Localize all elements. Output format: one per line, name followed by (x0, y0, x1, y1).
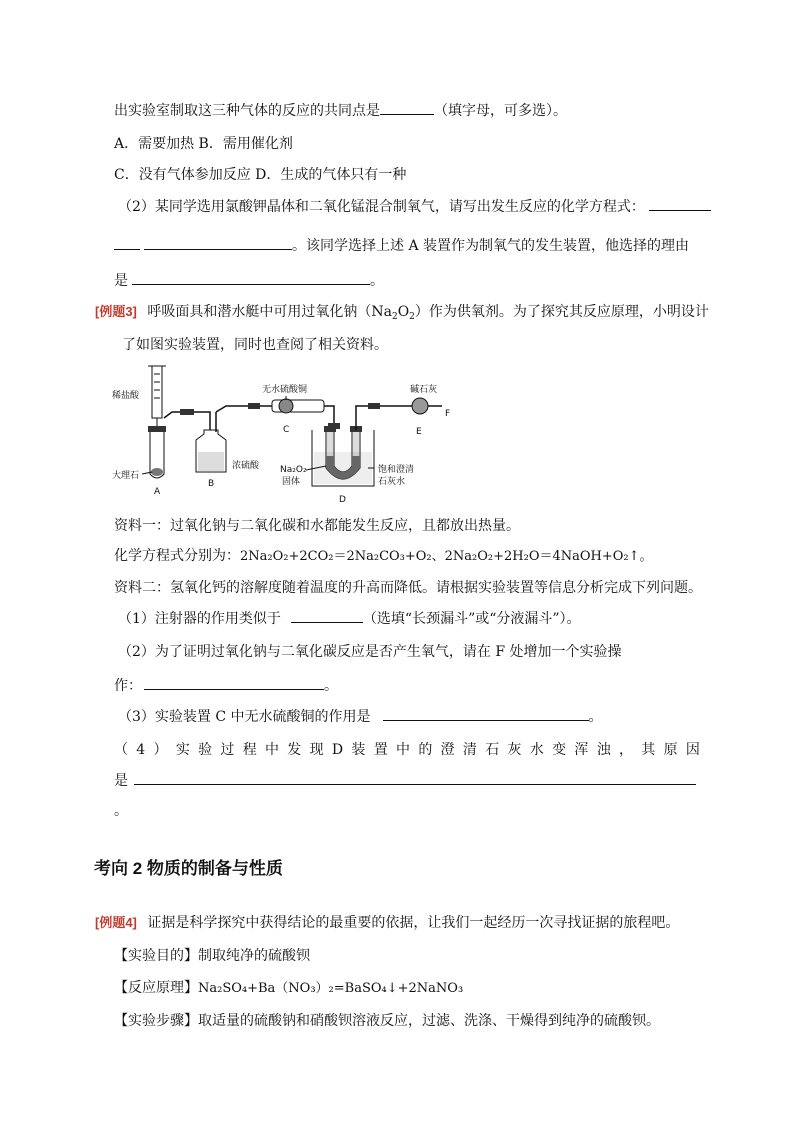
q4-char: 发 (287, 742, 302, 758)
q4-char: 石 (485, 742, 500, 758)
question-line (114, 101, 567, 121)
text: 证据是科学探究中获得结论的最重要的依据，让我们一起经历一次寻找证据的旅程吧。 (147, 915, 680, 931)
label-a: A (154, 487, 161, 497)
marble-chips (151, 468, 163, 476)
q4-char: 中 (265, 742, 279, 758)
text: （3）实验装置 C 中无水硫酸铜的作用是 (118, 709, 371, 725)
label-solid: 固体 (282, 477, 301, 487)
q4-char: 灰 (507, 742, 522, 758)
q4-char: 原 (663, 742, 678, 758)
label-soda-lime: 碱石灰 (410, 385, 438, 395)
text: 出实验室制取这三种气体的反应的共同点是 (114, 103, 380, 119)
experiment-purpose (114, 946, 310, 966)
answer-blank[interactable] (144, 236, 292, 250)
q4-char: 水 (529, 742, 544, 758)
q4-char: 验 (198, 742, 213, 758)
apparatus-diagram (112, 360, 462, 510)
q4-char: 程 (242, 742, 257, 758)
text: 是 (114, 273, 128, 289)
label-marble: 大理石 (112, 471, 140, 481)
label-limewater-1: 饱和澄清 (378, 465, 415, 475)
q4-char: 其 (641, 742, 656, 758)
q4-char: 因 (685, 742, 700, 758)
answer-blank[interactable] (144, 676, 324, 690)
equation-line (114, 546, 653, 567)
label-b: B (208, 479, 215, 489)
question-line (114, 236, 689, 256)
anhydrous-cuso4 (279, 399, 293, 413)
label-c: C (283, 425, 290, 435)
q4-char: 变 (552, 742, 567, 758)
text: 作： (114, 678, 142, 694)
text: 呼吸面具和潜水艇中可用过氧化钠（Na (147, 304, 392, 320)
label-cuso4: 无水硫酸铜 (262, 385, 308, 395)
q4-char: 装 (351, 742, 366, 758)
option-line: A．需要加热 B．需用催化剂 (114, 136, 293, 152)
q4-char: D (331, 742, 344, 758)
question-4-cont (114, 771, 696, 791)
example-3-line2: 了如图实验装置，同时也查阅了相关资料。 (122, 337, 388, 353)
text: （2）某同学选用氯酸钾晶体和二氧化锰混合制氧气，请写出发生反应的化学方程式： (118, 199, 645, 215)
text: 。 (324, 678, 338, 694)
text: 。 (588, 709, 603, 725)
question-4 (114, 740, 700, 760)
label-hcl: 稀盐酸 (112, 391, 140, 401)
text: （填字母，可多选）。 (434, 103, 567, 119)
example-tag: [例题4] (95, 915, 137, 930)
text: 。 (370, 273, 384, 289)
text: 。该同学选择上述 A 装置作为制氧气的发生装置，他选择的理由 (292, 238, 690, 254)
label-d: D (339, 495, 346, 505)
answer-blank[interactable] (114, 236, 140, 250)
answer-blank[interactable] (380, 101, 434, 115)
q4-char: 浑 (574, 742, 589, 758)
equation: 2Na₂O₂+2CO₂＝2Na₂CO₃+O₂、2Na₂O₂+2H₂O＝4NaOH+O₂↑。 (240, 549, 653, 564)
info-2: 资料二：氢氧化钙的溶解度随着温度的升高而降低。请根据实验装置等信息分析完成下列问题。 (114, 580, 702, 596)
answer-blank[interactable] (291, 609, 363, 623)
question-line (114, 271, 384, 291)
label: 【实验步骤】 (114, 1013, 198, 1029)
text: O (397, 304, 410, 320)
q4-char: 中 (396, 742, 411, 758)
q4-char: 的 (418, 742, 433, 758)
label: 【实验目的】 (114, 948, 198, 964)
q4-char: 澄 (440, 742, 455, 758)
question-4-end: 。 (114, 803, 128, 819)
label-h2so4: 浓硫酸 (232, 461, 260, 471)
question-2: （2）为了证明过氧化钠与二氧化碳反应是否产生氧气，请在 F 处增加一个实验操 (118, 644, 622, 660)
text: 是 (114, 773, 128, 789)
info-1: 资料一：过氧化钠与二氧化碳和水都能发生反应，且都放出热量。 (114, 518, 520, 534)
question-1 (118, 609, 581, 629)
soda-lime-tube-e (412, 398, 428, 414)
label-limewater-2: 石灰水 (378, 477, 406, 487)
text: （选填“长颈漏斗”或“分液漏斗”）。 (362, 611, 581, 627)
answer-blank[interactable] (134, 771, 696, 785)
q4-char: 4 (136, 742, 146, 758)
text: ）作为供氧剂。为了探究其反应原理，小明设计 (414, 304, 709, 320)
q4-char: 现 (309, 742, 324, 758)
label: 【反应原理】 (114, 980, 198, 996)
label-f: F (445, 409, 451, 419)
q4-char: ） (153, 742, 168, 758)
subscript: 2 (391, 312, 398, 322)
text: （1）注射器的作用类似于 (118, 611, 281, 627)
text: 制取纯净的硫酸钡 (198, 948, 310, 964)
q4-char: 过 (220, 742, 235, 758)
question-3 (118, 707, 603, 727)
question-2-cont (114, 676, 338, 696)
label-na2o2: Na₂O₂ (280, 465, 307, 475)
reaction-principle (114, 978, 463, 999)
q4-char: 清 (462, 742, 477, 758)
section-title: 考向 2 物质的制备与性质 (94, 859, 283, 878)
option-line: C．没有气体参加反应 D．生成的气体只有一种 (114, 167, 407, 183)
q4-char: 置 (373, 742, 388, 758)
example-4-header (95, 913, 679, 933)
answer-blank[interactable] (383, 707, 589, 721)
stopper (148, 426, 166, 432)
text: 取适量的硫酸钠和硝酸钡溶液反应，过滤、洗涤、干燥得到纯净的硫酸钡。 (198, 1013, 660, 1029)
q4-char: （ (114, 742, 128, 758)
label-e: E (416, 427, 422, 437)
q4-char: 实 (175, 742, 190, 758)
q4-char: 浊 (596, 742, 611, 758)
experiment-steps (114, 1011, 660, 1031)
conc-sulfuric-acid (198, 452, 224, 471)
q4-char: ， (618, 742, 633, 758)
question-line (118, 197, 711, 217)
example-3-header (95, 302, 709, 327)
example-tag: [例题3] (95, 304, 137, 319)
text: 化学方程式分别为： (114, 548, 240, 564)
answer-blank[interactable] (649, 197, 711, 211)
answer-blank[interactable] (132, 271, 370, 285)
equation: Na₂SO₄+Ba（NO₃）₂=BaSO₄↓+2NaNO₃ (198, 981, 464, 996)
subscript: 2 (409, 312, 415, 322)
